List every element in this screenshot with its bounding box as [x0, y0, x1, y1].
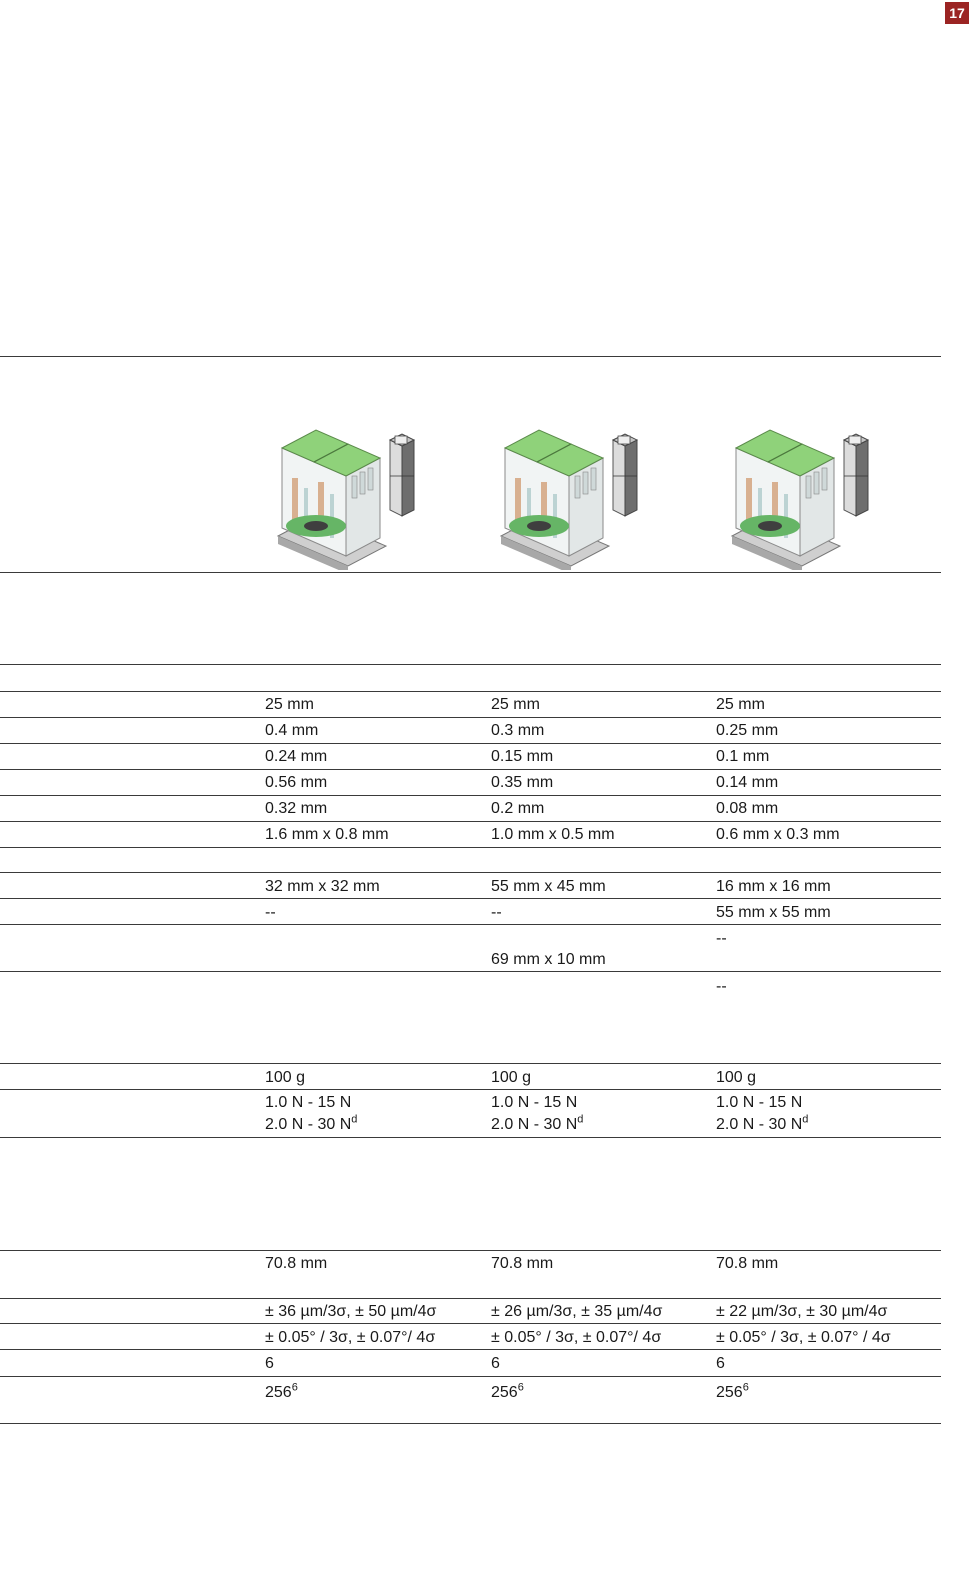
table-rule	[0, 1423, 941, 1424]
table-cell: --	[491, 904, 502, 921]
table-rule	[0, 1089, 941, 1090]
placement-head-figure-1	[268, 418, 438, 570]
table-cell: ± 0.05° / 3σ, ± 0.07°/ 4σ	[491, 1329, 662, 1346]
table-rule	[0, 847, 941, 848]
table-rule	[0, 1063, 941, 1064]
table-cell: $256^6$	[716, 1381, 749, 1401]
table-cell: 25 mm	[265, 696, 314, 713]
table-cell: $256^6$	[491, 1381, 524, 1401]
table-rule	[0, 769, 941, 770]
table-cell: 100 g	[265, 1069, 306, 1086]
table-cell: 69 mm x 10 mm	[491, 951, 606, 968]
table-rule	[0, 572, 941, 573]
table-cell: 0.32 mm	[265, 800, 328, 817]
table-rule	[0, 1349, 941, 1350]
table-rule	[0, 1298, 941, 1299]
table-cell: 55 mm x 45 mm	[491, 878, 606, 895]
placement-head-figure-3	[722, 418, 892, 570]
table-cell: 2.0 N - 30 $N^d$	[265, 1113, 358, 1133]
table-rule	[0, 664, 941, 665]
table-cell: 100 g	[716, 1069, 757, 1086]
table-cell: $256^6$	[265, 1381, 298, 1401]
table-cell: 100 g	[491, 1069, 532, 1086]
table-rule	[0, 795, 941, 796]
table-cell: 0.14 mm	[716, 774, 779, 791]
table-cell: --	[716, 978, 727, 995]
table-cell: 1.0 N - 15 N	[491, 1094, 578, 1111]
table-rule	[0, 356, 941, 357]
table-cell: ± 0.05° / 3σ, ± 0.07° / 4σ	[716, 1329, 891, 1346]
table-cell: 1.0 N - 15 N	[716, 1094, 803, 1111]
table-rule	[0, 924, 941, 925]
table-cell: ± 22 µm/3σ, ± 30 µm/4σ	[716, 1303, 888, 1320]
table-cell: 70.8 mm	[491, 1255, 554, 1272]
table-cell: 2.0 N - 30 $N^d$	[716, 1113, 809, 1133]
table-rule	[0, 1323, 941, 1324]
table-cell: 0.25 mm	[716, 722, 779, 739]
table-cell: ± 0.05° / 3σ, ± 0.07°/ 4σ	[265, 1329, 436, 1346]
table-cell: 16 mm x 16 mm	[716, 878, 831, 895]
table-cell: 70.8 mm	[716, 1255, 779, 1272]
table-rule	[0, 821, 941, 822]
table-cell: 32 mm x 32 mm	[265, 878, 380, 895]
placement-head-figure-2	[491, 418, 661, 570]
table-cell: 6	[265, 1355, 274, 1372]
table-cell: 0.2 mm	[491, 800, 545, 817]
table-rule	[0, 898, 941, 899]
table-cell: 0.15 mm	[491, 748, 554, 765]
table-cell: 0.3 mm	[491, 722, 545, 739]
table-cell: 70.8 mm	[265, 1255, 328, 1272]
table-cell: --	[716, 930, 727, 947]
table-cell: 0.24 mm	[265, 748, 328, 765]
table-cell: 25 mm	[491, 696, 540, 713]
table-rule	[0, 691, 941, 692]
table-cell: ± 26 µm/3σ, ± 35 µm/4σ	[491, 1303, 663, 1320]
table-cell: 1.0 mm x 0.5 mm	[491, 826, 615, 843]
table-rule	[0, 717, 941, 718]
table-rule	[0, 743, 941, 744]
table-cell: 25 mm	[716, 696, 765, 713]
table-cell: 2.0 N - 30 $N^d$	[491, 1113, 584, 1133]
table-cell: 0.35 mm	[491, 774, 554, 791]
table-cell: 0.56 mm	[265, 774, 328, 791]
table-rule	[0, 1376, 941, 1377]
table-rule	[0, 971, 941, 972]
table-cell: 0.6 mm x 0.3 mm	[716, 826, 840, 843]
table-cell: 6	[716, 1355, 725, 1372]
table-cell: 1.0 N - 15 N	[265, 1094, 352, 1111]
table-cell: 6	[491, 1355, 500, 1372]
table-cell: 0.08 mm	[716, 800, 779, 817]
table-cell: 0.1 mm	[716, 748, 770, 765]
table-rule	[0, 1137, 941, 1138]
table-rule	[0, 1250, 941, 1251]
table-cell: 55 mm x 55 mm	[716, 904, 831, 921]
table-cell: 0.4 mm	[265, 722, 319, 739]
table-cell: 1.6 mm x 0.8 mm	[265, 826, 389, 843]
page-number-badge: 17	[945, 2, 969, 24]
table-rule	[0, 872, 941, 873]
table-cell: ± 36 µm/3σ, ± 50 µm/4σ	[265, 1303, 437, 1320]
table-cell: --	[265, 904, 276, 921]
